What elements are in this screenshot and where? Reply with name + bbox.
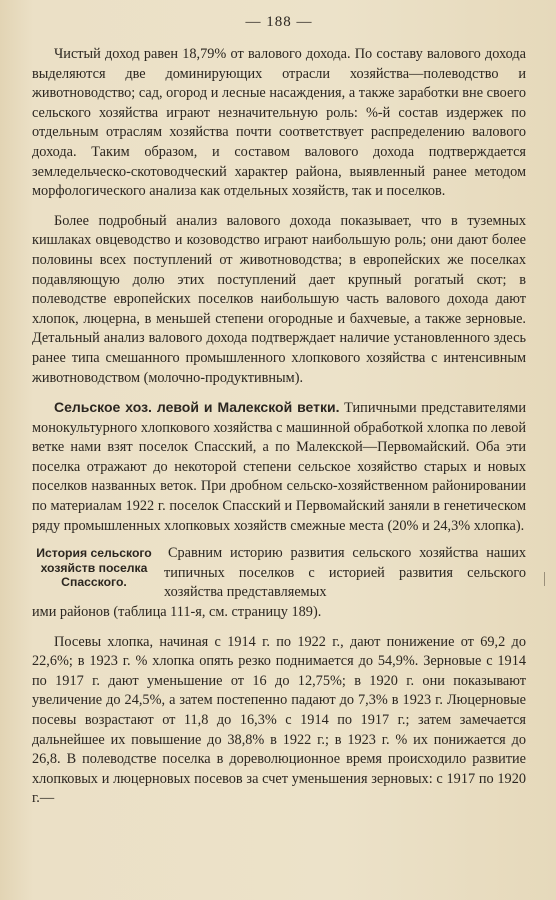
paragraph-gross-income-analysis: Более подробный анализ валового дохода показывает, что в туземных кишлаках овцеводство и козоводство играют наибольшую роль; они дают более половины всех поступлений от животноводства; в европейских же поселках подавляющую долю этих поступлений дает крупный рогатый скот; в полеводстве европейских поселков наибольшую часть валового дохода дают хлопок, люцерна, в меньшей степени огородные и бахчевые, а также зерновые. Детальный анализ валового дохода подтверждает наличие установленного здесь ранее типа смешанного промышленного хлопкового хозяйства с интенсивным животноводством (молочно-продуктивным).: [32, 212, 526, 386]
margin-mark: [544, 572, 550, 586]
side-text-continuation: ими районов (таблица 111-я, см. страницу 189).: [32, 604, 322, 621]
section-text-left-malek: Типичными представителями монокультурного хлопкового хозяйства с машинной обработкой хлопка по левой ветке нами взят поселок Спасский, а по Малекской—Первомайский. Оба эти поселка отражают до некоторой степени сельское хозяйство старых и новых поселков названных веток. При дробном сельско-хозяйственном районировании по материалам 1922 г. поселок Спасский и Первомайский заняли в генетическом ряду промышленных хлопковых хозяйств смежные места (20% и 24,3% хлопка).: [32, 400, 527, 534]
side-text: Сравним историю развития сельского хозяйства наших типичных поселков с историей развития сельского хозяйства представляемых: [164, 545, 526, 601]
side-heading-block: [32, 544, 526, 603]
paragraph-cotton-sowing: Посевы хлопка, начиная с 1914 г. по 1922 г., дают понижение от 69,2 до 22,6%; в 1923 г. % хлопка опять резко поднимается до 54,9%. Зерновые с 1914 по 1917 г. дают уменьшение от 16 до 12,75%; в 1920 г. они показывают увеличение до 24,5%, а затем постепенно падают до 7,3% в 1923 г. Люцерновые посевы возрастают от 11,8 до 16,3% с 1914 по 1917 г.; затем замечается дальнейшее их повышение до 38,8% в 1922 г.; в 1923 г. % их понижается до 26,8. В полеводстве поселка в дореволюционное время происходило развитие хлопковых и люцерновых посевов за счет уменьшения зерновых: с 1917 по 1920 г.—: [32, 633, 526, 807]
side-heading-spassky-history: История сельского хозяйств поселка Спасского.: [36, 546, 152, 590]
paragraph-left-malek-branch: [32, 398, 526, 536]
section-heading-left-malek: Сельское хоз. левой и Малекской ветки.: [54, 399, 340, 416]
paragraph-income: Чистый доход равен 18,79% от валового дохода. По составу валового дохода выделяются две доминирующих отрасли хозяйства—полеводство и животноводство; сад, огород и лесные насаждения, а также заработки вне своего сельского хозяйства играют незначительную роль: %-й состав издержек по отдельным отраслям хозяйства почти соответствует распределению валового дохода. Таким образом, и составом валового дохода подтверждается земледельческо-скотоводческий характер района, выявленный ранее методом морфологического анализа как отдельных хозяйств, так и поселков.: [32, 46, 526, 200]
page-number: — 188 —: [245, 14, 313, 30]
